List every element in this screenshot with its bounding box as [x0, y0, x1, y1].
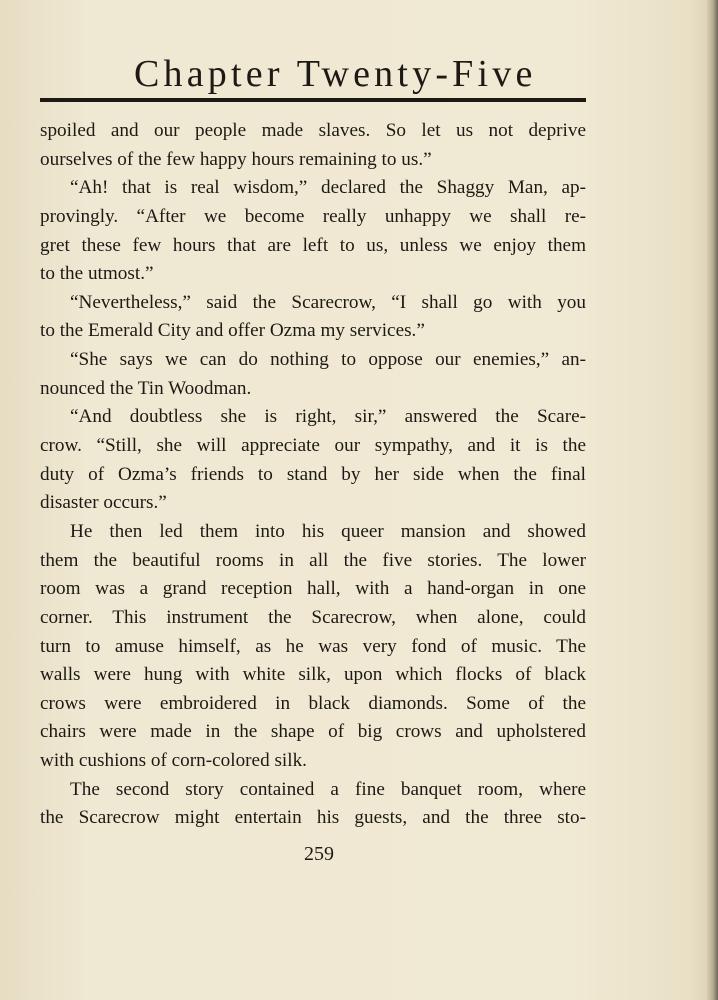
text-line: crows were embroidered in black diamonds. Some of the	[40, 692, 586, 714]
text-line: them the beautiful rooms in all the five stories. The lower	[40, 549, 586, 571]
text-line: “Nevertheless,” said the Scarecrow, “I shall go with you	[70, 291, 586, 313]
text-line: to the Emerald City and offer Ozma my services.”	[40, 320, 425, 342]
text-line: spoiled and our people made slaves. So let us not deprive	[40, 120, 586, 141]
text-line: corner. This instrument the Scarecrow, when alone, could	[40, 606, 586, 628]
text-line: crow. “Still, she will appreciate our sympathy, and it is the	[40, 435, 586, 457]
text-line: The second story contained a fine banquet room, where	[70, 778, 586, 800]
text-line: to the utmost.”	[40, 263, 154, 285]
body-text	[40, 117, 586, 833]
text-line: nounced the Tin Woodman.	[40, 377, 252, 399]
header-rule	[40, 98, 586, 102]
text-line: provingly. “After we become really unhappy we shall re-	[40, 205, 586, 227]
text-line: ourselves of the few happy hours remaining to us.”	[40, 148, 432, 170]
text-line: “She says we can do nothing to oppose our enemies,” an-	[70, 349, 586, 371]
text-line: “Ah! that is real wisdom,” declared the Shaggy Man, ap-	[70, 177, 586, 199]
text-line: chairs were made in the shape of big crows and upholstered	[40, 721, 586, 743]
chapter-title: Chapter Twenty-Five	[134, 53, 537, 95]
text-line: He then led them into his queer mansion and showed	[70, 520, 586, 542]
page-number: 259	[304, 843, 334, 865]
text-line: the Scarecrow might entertain his guests, and the three sto-	[40, 807, 586, 829]
text-line: duty of Ozma’s friends to stand by her side when the final	[40, 463, 586, 485]
text-line: disaster occurs.”	[40, 492, 167, 514]
page-edge-shadow	[706, 0, 718, 1000]
text-line: “And doubtless she is right, sir,” answered the Scare-	[70, 406, 586, 428]
text-line: room was a grand reception hall, with a hand-organ in one	[40, 578, 586, 600]
text-line: walls were hung with white silk, upon which flocks of black	[40, 664, 586, 686]
text-line: gret these few hours that are left to us, unless we enjoy them	[40, 234, 586, 256]
text-line: turn to amuse himself, as he was very fond of music. The	[40, 635, 586, 657]
text-line: with cushions of corn-colored silk.	[40, 750, 307, 772]
